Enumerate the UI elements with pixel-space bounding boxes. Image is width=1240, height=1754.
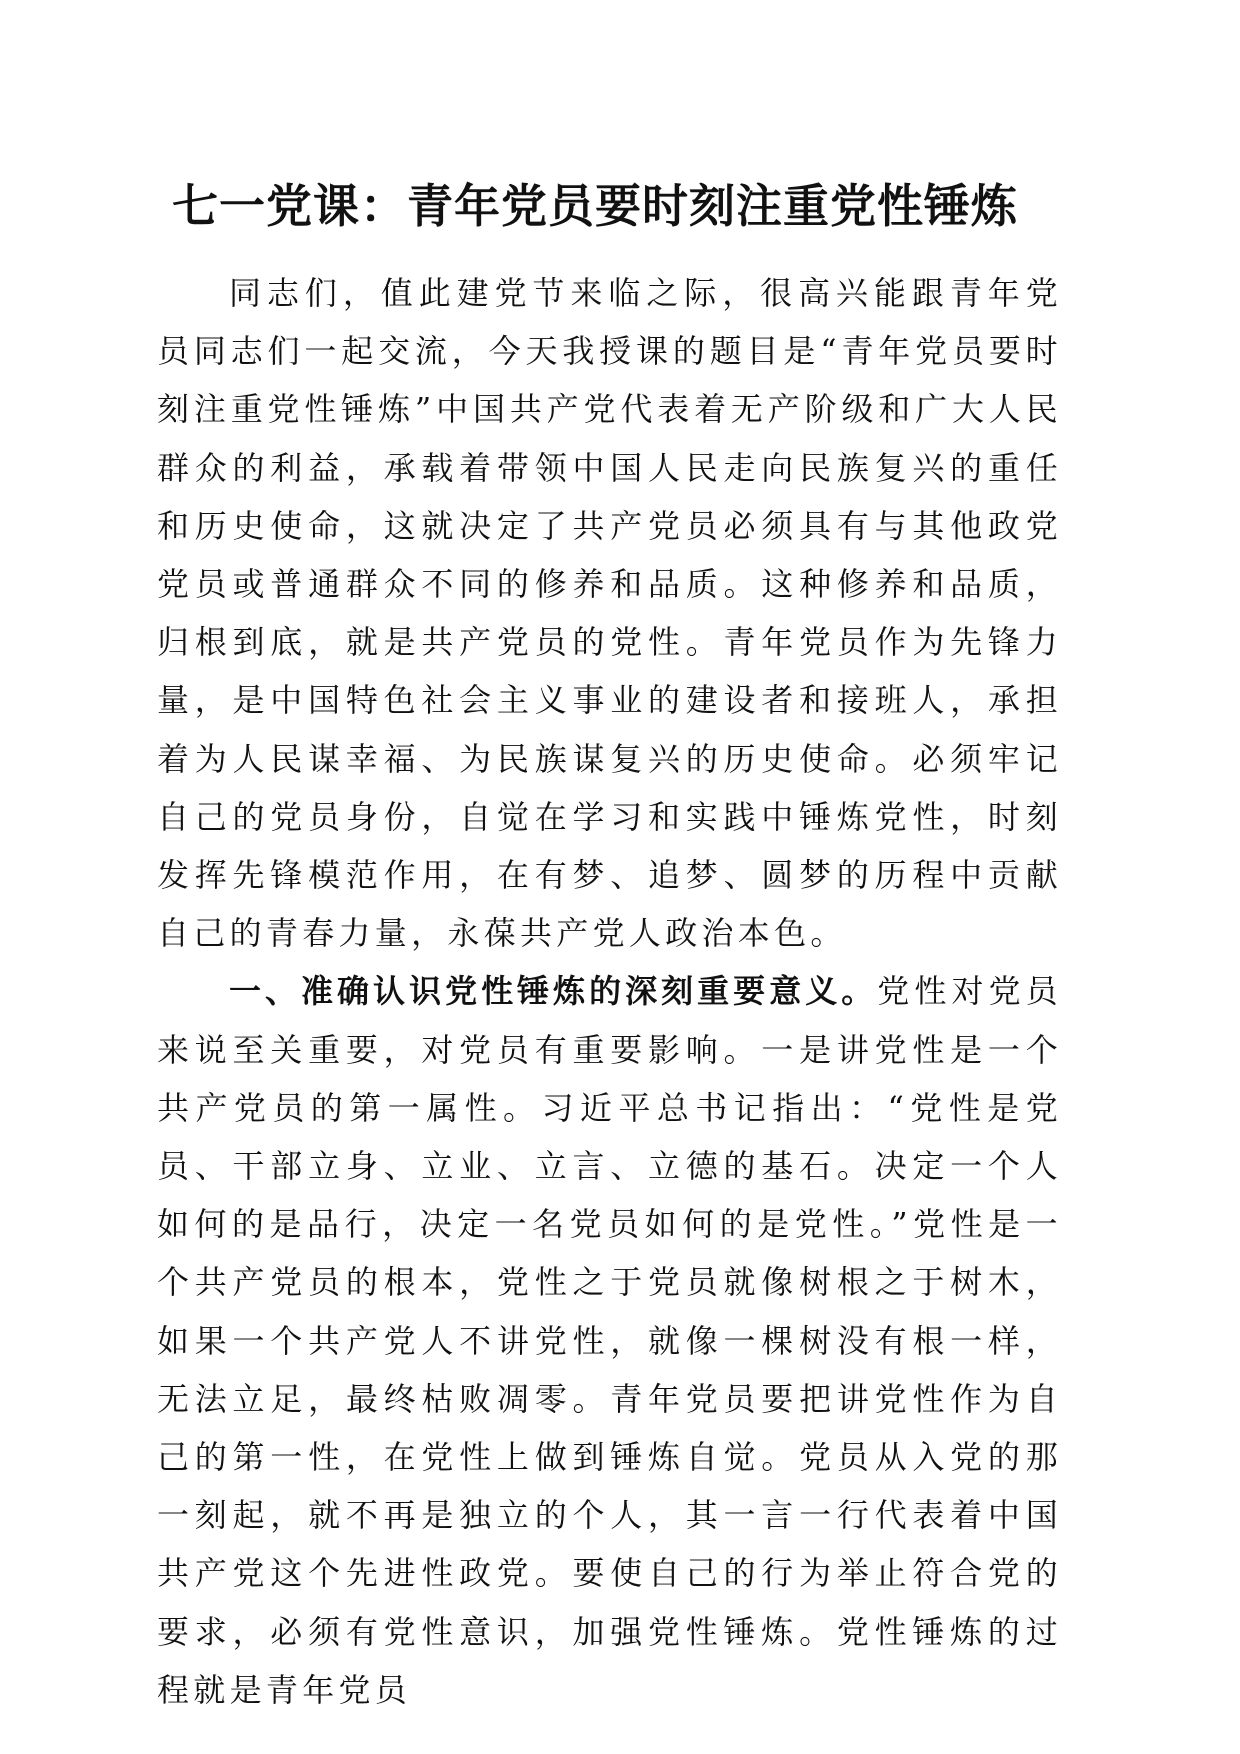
intro-paragraph: 同志们，值此建党节来临之际，很高兴能跟青年党员同志们一起交流，今天我授课的题目是“青年党员要时刻注重党性锤炼”中国共产党代表着无产阶级和广大人民群众的利益，承载着带领中国人民走向民族复兴的重任和历史使命，这就决定了共产党员必须具有与其他政党党员或普通群众不同的修养和品质。这种修养和品质，归根到底，就是共产党员的党性。青年党员作为先锋力量，是中国特色社会主义事业的建设者和接班人，承担着为人民谋幸福、为民族谋复兴的历史使命。必须牢记自己的党员身份，自觉在学习和实践中锤炼党性，时刻发挥先锋模范作用，在有梦、追梦、圆梦的历程中贡献自己的青春力量，永葆共产党人政治本色。	[157, 274, 1062, 953]
document-body	[157, 264, 1062, 1719]
section-one-text: 党性对党员来说至关重要，对党员有重要影响。一是讲党性是一个共产党员的第一属性。习近平总书记指出：“党性是党员、干部立身、立业、立言、立德的基石。决定一个人如何的是品行，决定一名党员如何的是党性。”党性是一个共产党员的根本，党性之于党员就像树根之于树木，如果一个共产党人不讲党性，就像一棵树没有根一样，无法立足，最终枯败凋零。青年党员要把讲党性作为自己的第一性，在党性上做到锤炼自觉。党员从入党的那一刻起，就不再是独立的个人，其一言一行代表着中国共产党这个先进性政党。要使自己的行为举止符合党的要求，必须有党性意识，加强党性锤炼。党性锤炼的过程就是青年党员	[157, 972, 1062, 1709]
document-title: 七一党课：青年党员要时刻注重党性锤炼	[172, 179, 1018, 233]
section-one-paragraph	[157, 962, 1062, 1719]
section-one-heading: 一、准确认识党性锤炼的深刻重要意义。	[229, 972, 878, 1011]
